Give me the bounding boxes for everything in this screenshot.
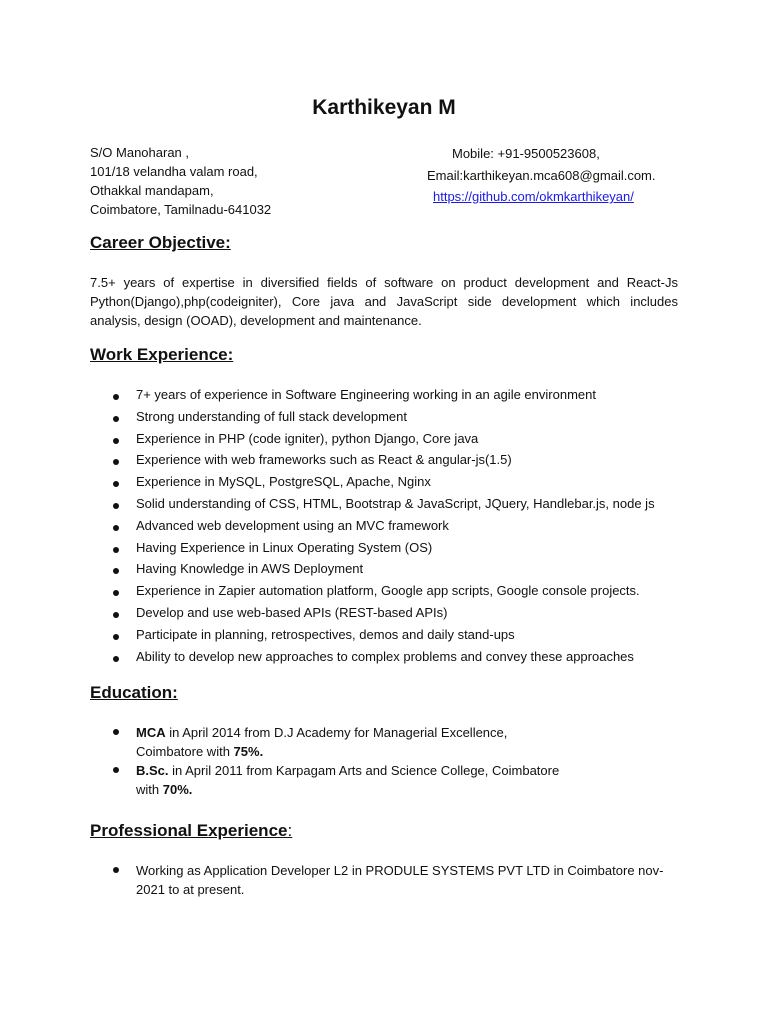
heading-text: Professional Experience: [90, 821, 288, 840]
list-item: [110, 582, 685, 604]
github-link[interactable]: https://github.com/okmkarthikeyan/: [433, 189, 634, 204]
bullet-icon: [113, 867, 119, 873]
education-detail: in April 2011 from Karpagam Arts and Science College, Coimbatore: [168, 763, 560, 778]
list-item-text: Advanced web development using an MVC framework: [136, 517, 449, 533]
bullet-icon: [113, 394, 119, 400]
list-item: [110, 861, 685, 899]
list-item-text: Ability to develop new approaches to complex problems and convey these approaches: [136, 648, 634, 664]
list-item: [110, 539, 685, 561]
address-line: S/O Manoharan ,: [90, 145, 189, 160]
list-item-text: Develop and use web-based APIs (REST-based APIs): [136, 604, 448, 620]
list-item: [110, 604, 685, 626]
mobile-number: Mobile: +91-9500523608,: [452, 146, 600, 161]
list-item: [110, 386, 685, 408]
professional-experience-heading: [90, 821, 292, 841]
contact-block: [400, 143, 690, 208]
list-item-text: Having Knowledge in AWS Deployment: [136, 561, 364, 577]
bullet-icon: [113, 481, 119, 487]
education-score: 70%.: [162, 782, 193, 797]
list-item-text: Solid understanding of CSS, HTML, Bootstrap & JavaScript, JQuery, Handlebar.js, node js: [136, 495, 655, 511]
address-line: 101/18 velandha valam road,: [90, 164, 258, 179]
list-item: [110, 723, 685, 761]
list-item: [110, 451, 685, 473]
candidate-name: Karthikeyan M: [312, 96, 456, 119]
list-item-text: Experience in PHP (code igniter), python Django, Core java: [136, 430, 479, 446]
address-line: Othakkal mandapam,: [90, 183, 214, 198]
work-experience-list: [110, 386, 685, 669]
education-score: 75%.: [233, 744, 264, 759]
list-item-text: 7+ years of experience in Software Engineering working in an agile environment: [136, 387, 596, 402]
bullet-icon: [113, 590, 119, 596]
bullet-icon: [113, 568, 119, 574]
education-list: [110, 723, 685, 799]
address-line: Coimbatore, Tamilnadu-641032: [90, 202, 272, 217]
bullet-icon: [113, 656, 119, 662]
address-block: [90, 143, 271, 219]
list-item: [110, 473, 685, 495]
heading-colon: :: [287, 821, 293, 840]
list-item-text: Participate in planning, retrospectives, demos and daily stand-ups: [136, 626, 515, 642]
list-item-text: Having Experience in Linux Operating System (OS): [136, 539, 433, 555]
list-item-text: Strong understanding of full stack development: [136, 408, 408, 424]
bullet-icon: [113, 612, 119, 618]
education-heading: Education:: [90, 683, 178, 702]
education-line-2: [136, 780, 685, 799]
professional-experience-list: [110, 861, 685, 899]
bullet-icon: [113, 767, 119, 773]
bullet-icon: [113, 729, 119, 735]
bullet-icon: [113, 547, 119, 553]
bullet-icon: [113, 416, 119, 422]
list-item: [110, 648, 685, 670]
list-item: [110, 560, 685, 582]
education-detail: Coimbatore with: [136, 744, 234, 759]
list-item-text: Experience in Zapier automation platform, Google app scripts, Google console projects.: [136, 583, 640, 599]
list-item-text: Working as Application Developer L2 in PRODULE SYSTEMS PVT LTD in Coimbatore nov-2021 to at present.: [136, 863, 664, 897]
career-objective-heading: Career Objective:: [90, 233, 231, 252]
email-address: Email:karthikeyan.mca608@gmail.com.: [427, 167, 656, 183]
list-item-text: Experience with web frameworks such as React & angular-js(1.5): [136, 452, 512, 468]
list-item: [110, 626, 685, 648]
education-detail: with: [136, 782, 163, 797]
list-item-text: Experience in MySQL, PostgreSQL, Apache, Nginx: [136, 474, 431, 490]
education-line-2: [136, 742, 685, 761]
bullet-icon: [113, 634, 119, 640]
bullet-icon: [113, 459, 119, 465]
career-objective-text: 7.5+ years of expertise in diversified fields of software on product development and React-Js Python(Django),php(codeigniter), Core java and JavaScript side development which includes analysis, design (OOAD), development and maintenance.: [90, 275, 678, 328]
list-item: [110, 517, 685, 539]
list-item: [110, 408, 685, 430]
list-item: [110, 761, 685, 799]
bullet-icon: [113, 438, 119, 444]
degree-name: B.Sc.: [136, 763, 169, 778]
work-experience-heading: Work Experience:: [90, 345, 234, 364]
education-detail: in April 2014 from D.J Academy for Managerial Excellence,: [165, 725, 508, 740]
list-item: [110, 495, 685, 517]
list-item: [110, 430, 685, 452]
bullet-icon: [113, 503, 119, 509]
degree-name: MCA: [136, 725, 166, 740]
bullet-icon: [113, 525, 119, 531]
